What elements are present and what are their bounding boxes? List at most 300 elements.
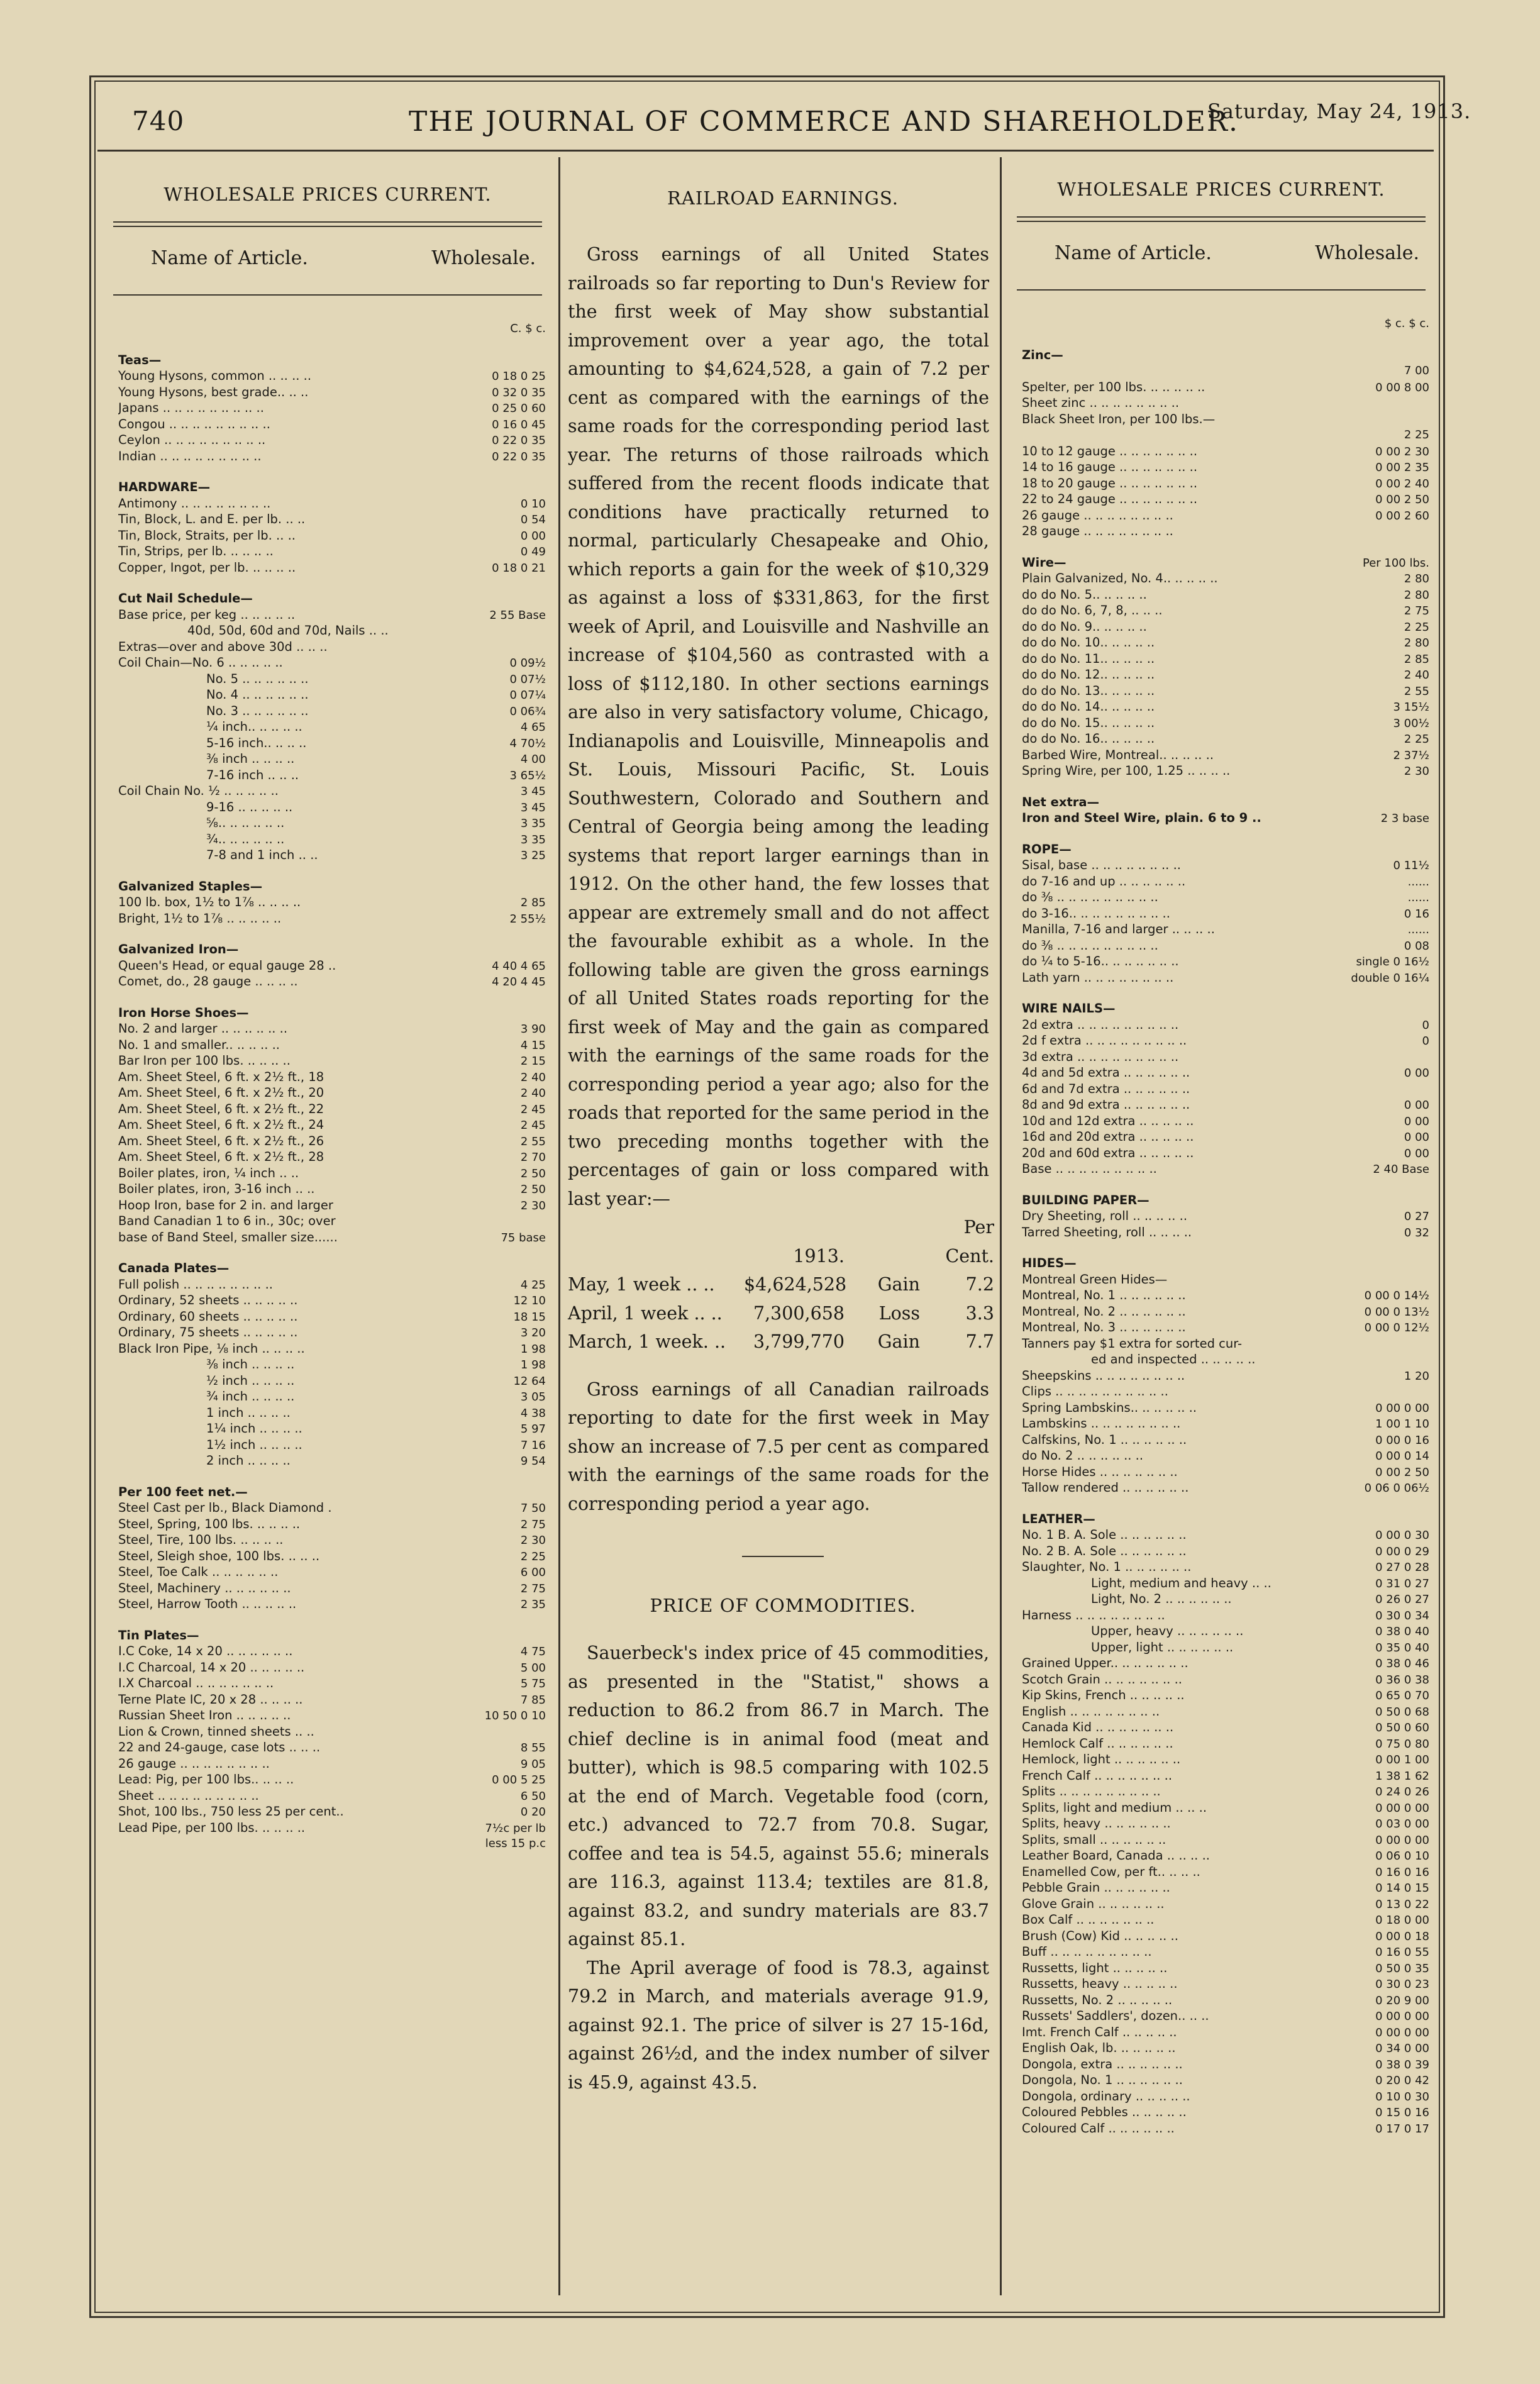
price-row: [118, 448, 546, 465]
wholesale-price: 0 00 2 35: [1375, 461, 1429, 474]
price-row: [1022, 1848, 1429, 1864]
article-name: No. 1 and smaller.. .. .. .. ..: [118, 1037, 280, 1052]
wholesale-price: 0 00 2 60: [1375, 509, 1429, 523]
article-name: Japans .. .. .. .. .. .. .. .. ..: [118, 401, 264, 415]
wholesale-price: 2 70: [520, 1151, 546, 1164]
wholesale-price: 0 35 0 40: [1375, 1641, 1429, 1655]
price-row: [1022, 1432, 1429, 1448]
wholesale-price: 0 50 0 60: [1375, 1721, 1429, 1734]
table-head-cent: Cent.: [945, 1245, 994, 1267]
article-name: No. 2 B. A. Sole .. .. .. .. .. ..: [1022, 1543, 1187, 1558]
price-row: [1022, 2072, 1429, 2088]
wholesale-price: 0 13 0 22: [1375, 1897, 1429, 1911]
column-rule-left: [558, 157, 560, 2295]
price-row: [1022, 1543, 1429, 1560]
price-row: [118, 1149, 546, 1165]
article-name: 26 gauge .. .. .. .. .. .. .. ..: [1022, 507, 1173, 523]
article-name: 9-16 .. .. .. .. ..: [206, 799, 293, 814]
article-name: Tin, Block, Straits, per lb. .. ..: [118, 528, 296, 543]
wholesale-price: 1 38 1 62: [1375, 1769, 1429, 1783]
wholesale-price: 3 15½: [1393, 701, 1429, 714]
article-name: Manilla, 7-16 and larger .. .. .. ..: [1022, 922, 1215, 936]
article-name: Lead Pipe, per 100 lbs. .. .. .. ..: [118, 1820, 306, 1835]
price-section-heading: [118, 479, 546, 496]
price-row: [118, 1229, 546, 1246]
article-name: 22 and 24-gauge, case lots .. .. ..: [118, 1740, 321, 1755]
price-row: [1022, 1783, 1429, 1800]
article-name: Hoop Iron, base for 2 in. and larger: [118, 1197, 333, 1212]
earnings-table: [563, 1213, 1003, 1356]
article-name: Brush (Cow) Kid .. .. .. .. ..: [1022, 1928, 1178, 1943]
price-row: [1022, 443, 1429, 460]
wholesale-price: 3 45: [520, 801, 546, 814]
article-name: 14 to 16 gauge .. .. .. .. .. .. ..: [1022, 460, 1198, 474]
article-name: Steel, Toe Calk .. .. .. .. .. ..: [118, 1565, 279, 1579]
article-name: Am. Sheet Steel, 6 ft. x 2½ ft., 24: [118, 1117, 324, 1132]
article-name: 18 to 20 gauge .. .. .. .. .. .. ..: [1022, 475, 1198, 491]
article-name: Tin, Block, L. and E. per lb. .. ..: [118, 512, 306, 526]
price-row: [1022, 2024, 1429, 2041]
right-col-name: Name of Article.: [1055, 242, 1212, 264]
earnings-change-kind: Gain: [877, 1274, 920, 1295]
price-row: [1022, 1928, 1429, 1944]
price-row: [1022, 1719, 1429, 1736]
earnings-amount: 3,799,770: [753, 1331, 845, 1352]
price-row: [118, 1756, 546, 1772]
price-row: [118, 1165, 546, 1182]
article-name: Tanners pay $1 extra for sorted cur-: [1022, 1336, 1243, 1351]
price-row: [1022, 1416, 1429, 1432]
article-name: do do No. 5.. .. .. .. ..: [1022, 587, 1147, 602]
price-row: [118, 751, 546, 767]
price-row: [118, 894, 546, 911]
article-name: No. 3 .. .. .. .. .. ..: [206, 703, 309, 718]
wholesale-price: 2 75: [520, 1517, 546, 1531]
wholesale-price: 2 40 Base: [1373, 1163, 1429, 1176]
article-name: Box Calf .. .. .. .. .. .. ..: [1022, 1912, 1155, 1927]
wholesale-price: 2 30: [520, 1534, 546, 1547]
wholesale-price: 2 30: [1404, 765, 1429, 778]
article-name: Black Iron Pipe, ⅛ inch .. .. .. ..: [118, 1341, 305, 1356]
price-row: [118, 958, 546, 974]
price-row: [118, 1516, 546, 1533]
article-name: Am. Sheet Steel, 6 ft. x 2½ ft., 20: [118, 1085, 324, 1100]
article-name: Indian .. .. .. .. .. .. .. .. ..: [118, 448, 262, 463]
price-row: [1022, 507, 1429, 524]
earnings-row: [568, 1270, 994, 1299]
article-name: do do No. 10.. .. .. .. ..: [1022, 635, 1155, 650]
article-name: Sisal, base .. .. .. .. .. .. .. ..: [1022, 858, 1181, 872]
price-row: [118, 1580, 546, 1597]
article-name: Steel, Machinery .. .. .. .. .. ..: [118, 1580, 291, 1595]
article-name: Extras—over and above 30d .. .. ..: [118, 639, 328, 654]
price-row: [1022, 1960, 1429, 1977]
wholesale-price: 10 50 0 10: [484, 1709, 546, 1722]
article-name: 100 lb. box, 1½ to 1⅞ .. .. .. ..: [118, 895, 301, 909]
journal-title: THE JOURNAL OF COMMERCE AND SHAREHOLDER.: [409, 106, 1239, 138]
wholesale-price: 0 00 2 40: [1375, 477, 1429, 491]
wholesale-price: 2 37½: [1393, 748, 1429, 762]
article-name: 4d and 5d extra .. .. .. .. .. ..: [1022, 1065, 1190, 1080]
price-row: [118, 1788, 546, 1804]
article-name: Shot, 100 lbs., 750 less 25 per cent..: [118, 1804, 344, 1819]
price-row: [118, 735, 546, 751]
price-row: [118, 1021, 546, 1037]
wholesale-price: 2 75: [520, 1582, 546, 1595]
railroad-earnings-title: RAILROAD EARNINGS.: [667, 187, 899, 209]
price-row: [118, 384, 546, 401]
wholesale-price: 2 50: [520, 1167, 546, 1180]
price-row: [118, 1724, 546, 1740]
article-name: Splits .. .. .. .. .. .. .. .. ..: [1022, 1784, 1161, 1799]
article-name: No. 5 .. .. .. .. .. ..: [206, 671, 309, 686]
price-row: [1022, 970, 1429, 986]
article-name: do 3-16.. .. .. .. .. .. .. .. ..: [1022, 906, 1170, 921]
wholesale-price: 0 00 0 00: [1375, 1401, 1429, 1415]
commodities-paragraph: Sauerbeck's index price of 45 commodities, as presented in the "Statist," shows a reduction to 86.2 from 86.7 in March. The chief decline is in animal food (meat and butter), which is 98.5 comparing with 102.5 at the end of March. Vegetable food (corn, etc.) advanced to 72.7 from 70.8. Sugar, coffee and tea is 54.5, against 55.6; minerals are 116.3, against 113.4; textiles are 81.8, against 83.2, and sundry materials are 83.7 against 85.1.: [568, 1643, 989, 1949]
price-row: [1022, 1065, 1429, 1081]
wholesale-price: 2 30: [520, 1199, 546, 1212]
article-name: ed and inspected .. .. .. .. ..: [1091, 1352, 1256, 1367]
header-rule: [97, 150, 1434, 152]
article-name: Steel, Tire, 100 lbs. .. .. .. ..: [118, 1533, 284, 1547]
wholesale-price: 0: [1422, 1034, 1429, 1048]
article-name: Russetts, heavy .. .. .. .. ..: [1022, 1977, 1178, 1991]
price-section-heading: [118, 1260, 546, 1277]
wholesale-price: 0 16: [1404, 907, 1429, 921]
article-name: English .. .. .. .. .. .. .. ..: [1022, 1704, 1160, 1719]
wholesale-price: 9 05: [520, 1757, 546, 1771]
article-name: Lead: Pig, per 100 lbs.. .. .. ..: [118, 1772, 294, 1787]
price-row: [1022, 2088, 1429, 2105]
article-name: 10 to 12 gauge .. .. .. .. .. .. ..: [1022, 443, 1198, 458]
article-name: Am. Sheet Steel, 6 ft. x 2½ ft., 18: [118, 1069, 324, 1084]
article-name: 16d and 20d extra .. .. .. .. ..: [1022, 1129, 1194, 1144]
price-row: [118, 911, 546, 927]
wholesale-price: 0 18 0 00: [1375, 1914, 1429, 1927]
wholesale-price: 4 25: [520, 1278, 546, 1292]
article-name: Bar Iron per 100 lbs. .. .. .. ..: [118, 1053, 291, 1068]
article-name: 26 gauge .. .. .. .. .. .. .. ..: [118, 1756, 270, 1771]
price-row: [1022, 619, 1429, 635]
wholesale-price: ......: [1407, 891, 1429, 904]
wholesale-price: 0 00 2 50: [1375, 1465, 1429, 1479]
wholesale-price: 2 80: [1404, 572, 1429, 585]
price-row: [118, 1421, 546, 1437]
price-row: [1022, 1017, 1429, 1033]
issue-date: Saturday, May 24, 1913.: [1207, 99, 1471, 123]
price-row: [118, 1596, 546, 1612]
price-row: [1022, 1672, 1429, 1688]
wholesale-price: 0 22 0 35: [492, 434, 546, 447]
wholesale-price: 18 15: [513, 1310, 546, 1324]
price-row: [118, 1373, 546, 1389]
price-row: [1022, 1400, 1429, 1416]
railroad-paragraph: Gross earnings of all United States railroads so far reporting to Dun's Review for the first week of May show substantial improvement over a year ago, the total amounting to $4,624,528, a gain of 7.2 per cent as compared with the earnings of the same roads for the corresponding period last year. The returns of those railroads which suffered from the recent floods indicate that conditions have practically returned to normal, particularly Chesapeake and Ohio, which reports a gain for the week of $10,329 as against a loss of $331,863, for the first week of April, and Louisville and Nashville an increase of $104,560 as contrasted with a loss of $112,180. In other sections earnings are also in very satisfactory volume, Chicago, Indianapolis and Louisville, Minneapolis and St. Louis, Missouri Pacific, St. Louis Southwestern, Colorado and Southern and Central of Georgia being among the leading systems that report larger earnings than in 1912. On the other hand, the few losses that appear are extremely small and do not affect the favourable exhibit as a whole. In the following table are given the gross earnings of all United States roads reporting for the first week of May and the gain as compared with the earnings of the same roads for the corresponding period a year ago; also for the roads that reported for the same period in the two preceding months together with the percentages of gain or loss compared with last year:—: [568, 244, 989, 1209]
right-double-rule: [1017, 216, 1426, 222]
left-price-rows: [101, 296, 555, 1852]
left-col-name: Name of Article.: [151, 247, 308, 269]
earnings-percent: 7.2: [965, 1274, 994, 1295]
wholesale-price: 2 40: [520, 1087, 546, 1100]
wholesale-price: 5 00: [520, 1661, 546, 1675]
article-name: 20d and 60d extra .. .. .. .. ..: [1022, 1145, 1194, 1160]
wholesale-price: 0 26 0 27: [1375, 1593, 1429, 1606]
article-name: Iron Horse Shoes—: [118, 1005, 249, 1020]
price-row: [1022, 857, 1429, 873]
wholesale-price: 0 03 0 00: [1375, 1817, 1429, 1831]
article-name: ROPE—: [1022, 841, 1072, 857]
article-name: ¾.. .. .. .. .. ..: [206, 831, 285, 846]
wholesale-price: 0 20 0 42: [1375, 2074, 1429, 2087]
wholesale-price: 3 65½: [509, 768, 546, 782]
wholesale-price: 0 11½: [1393, 859, 1429, 872]
article-name: 2d extra .. .. .. .. .. .. .. .. ..: [1022, 1017, 1179, 1032]
price-row: [1022, 1912, 1429, 1928]
price-row: [1022, 570, 1429, 587]
article-name: Copper, Ingot, per lb. .. .. .. ..: [118, 560, 296, 575]
wholesale-price: 2 25: [1404, 733, 1429, 746]
article-name: do do No. 13.. .. .. .. ..: [1022, 683, 1155, 698]
price-row: [1022, 1480, 1429, 1496]
earnings-period: April, 1 week .. ..: [568, 1302, 723, 1324]
price-row: [118, 799, 546, 816]
article-name: French Calf .. .. .. .. .. .. ..: [1022, 1768, 1173, 1783]
article-name: ⅜ inch .. .. .. ..: [206, 1357, 295, 1372]
price-row: [1022, 1687, 1429, 1704]
price-row: [1022, 2008, 1429, 2024]
right-price-rows: [1004, 291, 1438, 2136]
wholesale-price: 0 08: [1404, 939, 1429, 953]
price-row: [1022, 953, 1429, 970]
article-name: Base price, per keg .. .. .. .. ..: [118, 607, 296, 622]
price-row: [1022, 459, 1429, 475]
price-section-heading: [1022, 347, 1429, 363]
left-units: C. $ c.: [510, 322, 546, 335]
price-row: [1022, 1896, 1429, 1912]
price-section-heading: [118, 352, 546, 369]
article-name: Light, medium and heavy .. ..: [1091, 1575, 1271, 1590]
article-name: Dongola, ordinary .. .. .. .. ..: [1022, 2088, 1190, 2104]
article-name: Steel Cast per lb., Black Diamond .: [118, 1500, 332, 1515]
price-row: [118, 400, 546, 416]
price-row: [1022, 1145, 1429, 1162]
price-row: [1022, 1097, 1429, 1113]
price-row: [118, 1660, 546, 1676]
table-head-per: Per: [963, 1217, 994, 1238]
price-row: [1022, 2104, 1429, 2121]
price-row: [118, 368, 546, 384]
article-name: No. 2 and larger .. .. .. .. .. ..: [118, 1021, 288, 1036]
price-row: [118, 1453, 546, 1469]
wholesale-price: 0 00 5 25: [492, 1773, 546, 1787]
article-name: WIRE NAILS—: [1022, 1001, 1116, 1016]
wholesale-price: 0 31 0 27: [1375, 1577, 1429, 1590]
article-name: 2 inch .. .. .. ..: [206, 1453, 291, 1468]
article-name: Iron and Steel Wire, plain. 6 to 9 ..: [1022, 811, 1261, 825]
price-row: [1022, 747, 1429, 763]
wholesale-price: 6 50: [520, 1789, 546, 1803]
wholesale-price: 0 38 0 40: [1375, 1625, 1429, 1638]
wholesale-price: 2 25: [520, 1550, 546, 1563]
price-row: [118, 847, 546, 863]
earnings-amount: 7,300,658: [753, 1302, 845, 1324]
wholesale-price: 0 00: [520, 529, 546, 543]
article-name: Canada Plates—: [118, 1261, 230, 1275]
price-row: [118, 1197, 546, 1214]
wholesale-price: 0 16 0 16: [1375, 1865, 1429, 1879]
article-name: Upper, light .. .. .. .. .. ..: [1091, 1639, 1234, 1655]
wholesale-price: 0 16 0 55: [1375, 1946, 1429, 1959]
article-name: Ordinary, 60 sheets .. .. .. .. ..: [118, 1309, 298, 1324]
price-row: [118, 1675, 546, 1692]
wholesale-price: 0 32 0 35: [492, 385, 546, 399]
price-row: [1022, 1800, 1429, 1816]
wholesale-price: 2 3 base: [1380, 812, 1429, 825]
article-name: BUILDING PAPER—: [1022, 1192, 1149, 1207]
earnings-amount: $4,624,528: [744, 1274, 847, 1295]
article-name: I.X Charcoal .. .. .. .. .. .. ..: [118, 1676, 274, 1690]
price-row: [1022, 1736, 1429, 1752]
price-row: [118, 1564, 546, 1580]
price-row: [1022, 1816, 1429, 1832]
article-name: ⅜ inch .. .. .. ..: [206, 751, 295, 766]
article-name: 22 to 24 gauge .. .. .. .. .. .. ..: [1022, 492, 1198, 506]
price-row: [1022, 1272, 1429, 1288]
article-name: 1½ inch .. .. .. ..: [206, 1437, 302, 1452]
article-name: Comet, do., 28 gauge .. .. .. ..: [118, 974, 298, 989]
article-name: Band Canadian 1 to 6 in., 30c; over: [118, 1214, 336, 1228]
earnings-table-head: [568, 1213, 994, 1242]
article-name: Grained Upper.. .. .. .. .. .. ..: [1022, 1656, 1188, 1670]
article-name: base of Band Steel, smaller size......: [118, 1229, 338, 1245]
wholesale-price: 5 97: [520, 1422, 546, 1436]
wholesale-price: 0 00 0 13½: [1364, 1305, 1429, 1319]
wholesale-price: 0 16 0 45: [492, 418, 546, 431]
price-row: [1022, 2040, 1429, 2056]
article-name: Congou .. .. .. .. .. .. .. .. ..: [118, 416, 270, 431]
article-name: Tin Plates—: [118, 1627, 199, 1643]
article-name: 7-8 and 1 inch .. ..: [206, 848, 318, 862]
article-name: Ordinary, 52 sheets .. .. .. .. ..: [118, 1293, 298, 1307]
wholesale-price: 2 35: [520, 1598, 546, 1611]
article-name: do do No. 6, 7, 8, .. .. ..: [1022, 603, 1163, 618]
article-name: HARDWARE—: [118, 480, 211, 494]
price-row: [1022, 1751, 1429, 1768]
price-row: [1022, 1336, 1429, 1352]
price-row: [118, 528, 546, 544]
earnings-row: [568, 1328, 994, 1356]
wholesale-price: 0 00 2 50: [1375, 493, 1429, 506]
wholesale-price: 5 75: [520, 1677, 546, 1690]
article-name: do do No. 9.. .. .. .. ..: [1022, 619, 1147, 634]
article-name: Calfskins, No. 1 .. .. .. .. .. ..: [1022, 1432, 1187, 1447]
price-section-heading: [118, 1484, 546, 1500]
wholesale-price: 2 85: [1404, 652, 1429, 666]
wholesale-price: 2 75: [1404, 604, 1429, 618]
article-name: Slaughter, No. 1 .. .. .. .. .. ..: [1022, 1560, 1192, 1574]
wholesale-price: less 15 p.c: [485, 1837, 546, 1850]
price-row: [118, 1389, 546, 1405]
price-row: [118, 1405, 546, 1421]
price-row: [1022, 1161, 1429, 1177]
article-name: Am. Sheet Steel, 6 ft. x 2½ ft., 22: [118, 1101, 324, 1116]
right-col-price: Wholesale.: [1315, 242, 1419, 264]
wholesale-price: 4 40 4 65: [492, 959, 546, 973]
price-row: [1022, 491, 1429, 507]
wholesale-price: 8 55: [520, 1741, 546, 1755]
wholesale-price: 4 20 4 45: [492, 975, 546, 989]
article-name: Plain Galvanized, No. 4.. .. .. .. ..: [1022, 571, 1218, 585]
article-name: Queen's Head, or equal gauge 28 ..: [118, 958, 336, 973]
price-row: [1022, 1527, 1429, 1543]
wholesale-price: 2 45: [520, 1119, 546, 1132]
article-name: Leather Board, Canada .. .. .. ..: [1022, 1848, 1210, 1863]
price-row: [118, 719, 546, 735]
article-name: Montreal, No. 1 .. .. .. .. .. ..: [1022, 1288, 1186, 1302]
price-row: [118, 1500, 546, 1516]
article-name: do ⅜ .. .. .. .. .. .. .. .. ..: [1022, 890, 1158, 904]
wholesale-price: 7 16: [520, 1438, 546, 1452]
article-name: Tin, Strips, per lb. .. .. .. ..: [118, 544, 274, 558]
price-row: [118, 496, 546, 512]
wholesale-price: 1 98: [520, 1358, 546, 1372]
price-section-heading: [1022, 1511, 1429, 1527]
table-head-year: 1913.: [793, 1245, 845, 1267]
earnings-period: March, 1 week. ..: [568, 1331, 726, 1352]
price-row: [118, 639, 546, 655]
left-column-header: [101, 227, 555, 269]
article-name: Harness .. .. .. .. .. .. .. ..: [1022, 1607, 1165, 1622]
article-name: Russetts, No. 2 .. .. .. .. ..: [1022, 1992, 1173, 2007]
price-row: [1022, 1224, 1429, 1241]
price-row: [118, 687, 546, 703]
wholesale-price: 0: [1422, 1018, 1429, 1032]
left-col-price: Wholesale.: [431, 247, 536, 269]
wholesale-price: 0 00 1 00: [1375, 1753, 1429, 1766]
wholesale-price: 2 85: [520, 896, 546, 909]
price-row: [1022, 602, 1429, 619]
article-name: Coil Chain—No. 6 .. .. .. .. ..: [118, 655, 283, 670]
article-name: Lambskins .. .. .. .. .. .. .. ..: [1022, 1416, 1181, 1431]
article-name: Am. Sheet Steel, 6 ft. x 2½ ft., 26: [118, 1133, 324, 1148]
article-name: Coil Chain No. ½ .. .. .. .. ..: [118, 784, 279, 798]
price-row: [1022, 1559, 1429, 1575]
wholesale-price: 0 18 0 25: [492, 370, 546, 383]
price-row: [1022, 731, 1429, 747]
article-name: Montreal, No. 3 .. .. .. .. .. ..: [1022, 1320, 1186, 1334]
article-name: do do No. 11.. .. .. .. ..: [1022, 651, 1155, 666]
price-row: [1022, 938, 1429, 954]
price-row: [1022, 667, 1429, 683]
price-row: [118, 623, 546, 639]
article-name: do do No. 16.. .. .. .. ..: [1022, 731, 1155, 746]
wholesale-price: 4 38: [520, 1406, 546, 1420]
middle-article-column: [563, 157, 1003, 2097]
wholesale-price: 0 00: [1404, 1099, 1429, 1112]
wholesale-price: single 0 16½: [1356, 955, 1429, 968]
price-row: [118, 767, 546, 784]
wholesale-price: 0 65 0 70: [1375, 1689, 1429, 1702]
price-row: [118, 1037, 546, 1053]
article-name: 40d, 50d, 60d and 70d, Nails .. ..: [187, 623, 389, 638]
article-name: Splits, small .. .. .. .. .. ..: [1022, 1832, 1166, 1847]
article-name: Sheet .. .. .. .. .. .. .. .. ..: [118, 1788, 259, 1803]
price-row: [118, 1548, 546, 1565]
price-row: [1022, 1287, 1429, 1304]
article-name: ¾ inch .. .. .. ..: [206, 1389, 295, 1404]
price-row: [118, 1836, 546, 1852]
